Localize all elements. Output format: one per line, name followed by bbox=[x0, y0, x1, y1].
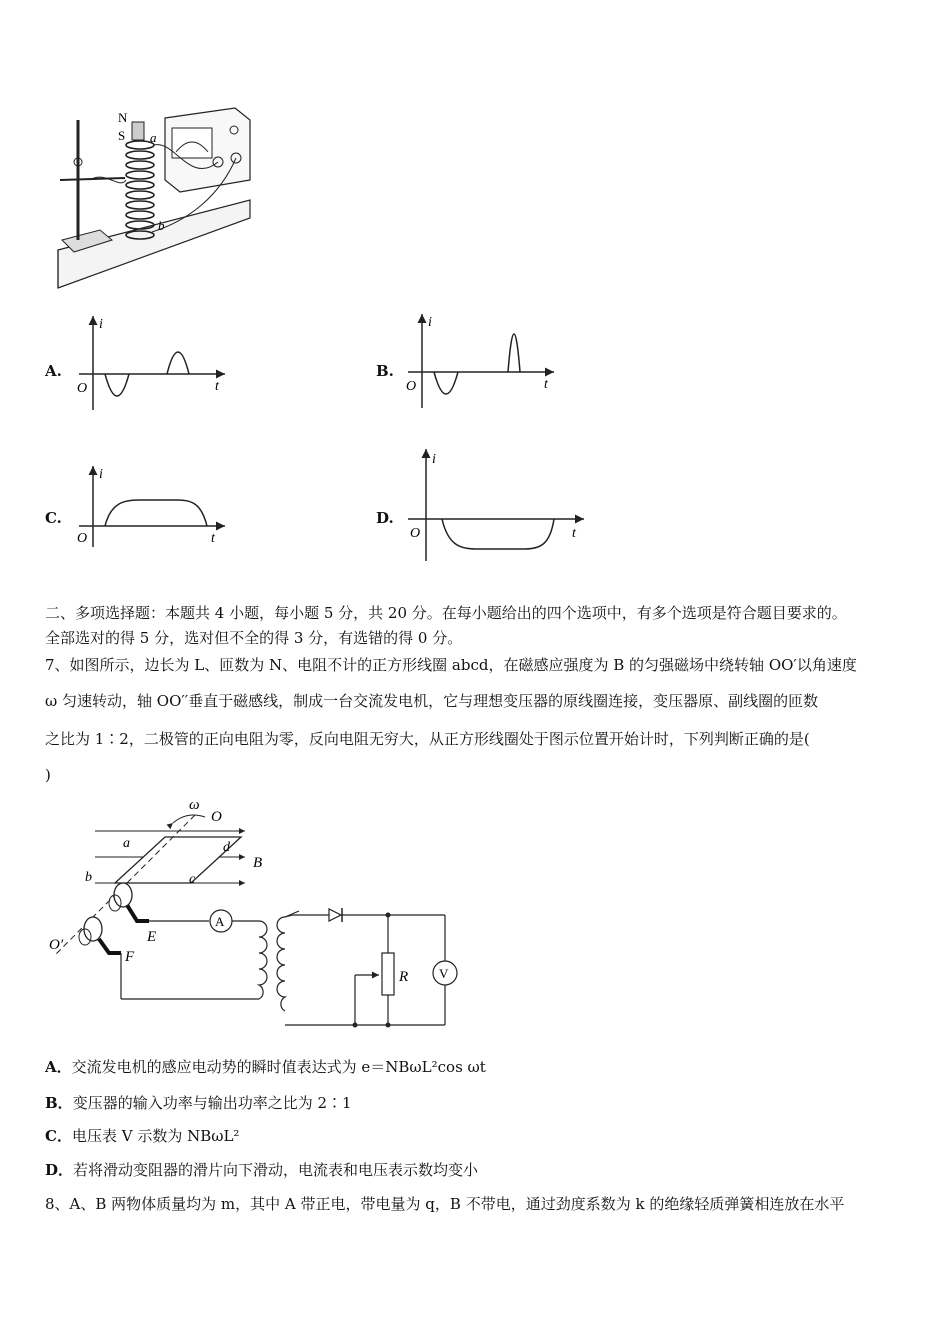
q7-option-c-label: C． bbox=[45, 1127, 72, 1145]
graph-b bbox=[404, 310, 564, 410]
origin-o: O bbox=[410, 526, 421, 541]
q7-line2: ω 匀速转动，轴 OO′′垂直于磁感线，制成一台交流发电机，它与理想变压器的原线圈连接，变压器原、副线圈的匝数 bbox=[45, 692, 819, 710]
label-S: S bbox=[118, 128, 126, 143]
axis-t: t bbox=[572, 526, 576, 541]
graph-a bbox=[75, 312, 235, 412]
axis-i: i bbox=[428, 315, 432, 330]
label-d: d bbox=[223, 840, 230, 855]
q7-option-a-label: A． bbox=[45, 1058, 72, 1076]
label-N: N bbox=[118, 110, 128, 125]
q8-line1: 8、A、B 两物体质量均为 m，其中 A 带正电，带电量为 q，B 不带电，通过劲度系数为 k 的绝缘轻质弹簧相连放在水平 bbox=[45, 1195, 845, 1213]
circuit-figure bbox=[45, 795, 475, 1035]
label-E: E bbox=[147, 929, 157, 945]
origin-o: O bbox=[77, 381, 88, 396]
label-B: B bbox=[253, 855, 263, 871]
label-a: a bbox=[150, 130, 157, 145]
label-F: F bbox=[125, 949, 135, 965]
label-o: O bbox=[211, 809, 222, 825]
resistor-label: R bbox=[399, 969, 409, 985]
axis-i: i bbox=[99, 317, 103, 332]
section2-line1: 二、多项选择题：本题共 4 小题，每小题 5 分，共 20 分。在每小题给出的四个选项中，有多个选项是符合题目要求的。 bbox=[45, 604, 847, 622]
q7-line1: 7、如图所示，边长为 L、匝数为 N、电阻不计的正方形线圈 abcd，在磁感应强度为 B 的匀强磁场中绕转轴 OO′以角速度 bbox=[45, 656, 857, 674]
graph-c bbox=[75, 462, 235, 552]
option-d-label: D. bbox=[376, 509, 394, 527]
q7-option-d bbox=[45, 1159, 478, 1181]
label-omega: ω bbox=[189, 797, 200, 813]
q7-option-c-text: 电压表 V 示数为 NBωL² bbox=[71, 1127, 240, 1145]
q7-option-d-label: D． bbox=[45, 1161, 74, 1179]
label-b: b bbox=[85, 870, 92, 885]
axis-i: i bbox=[432, 452, 436, 467]
axis-t: t bbox=[215, 379, 219, 394]
label-o-prime: O′ bbox=[49, 937, 64, 953]
label-a: a bbox=[123, 836, 130, 851]
option-c-label: C. bbox=[45, 509, 62, 527]
axis-i: i bbox=[99, 467, 103, 482]
axis-t: t bbox=[211, 531, 215, 546]
label-b: b bbox=[158, 218, 165, 233]
q7-option-b-label: B． bbox=[45, 1094, 73, 1112]
q7-option-b-text: 变压器的输入功率与输出功率之比为 2∶1 bbox=[72, 1094, 352, 1112]
ammeter-label: A bbox=[215, 914, 225, 929]
q7-option-c bbox=[45, 1125, 239, 1147]
q7-option-d-text: 若将滑动变阻器的滑片向下滑动，电流表和电压表示数均变小 bbox=[73, 1161, 479, 1179]
axis-t: t bbox=[544, 377, 548, 392]
graph-d bbox=[404, 445, 594, 565]
apparatus-figure bbox=[50, 100, 260, 290]
label-c: c bbox=[189, 872, 196, 887]
section2-line2: 全部选对的得 5 分，选对但不全的得 3 分，有选错的得 0 分。 bbox=[45, 629, 463, 647]
voltmeter-label: V bbox=[439, 966, 449, 981]
origin-o: O bbox=[406, 379, 417, 394]
q7-line4: ) bbox=[45, 766, 51, 784]
q7-option-a bbox=[45, 1056, 486, 1078]
q7-option-a-text: 交流发电机的感应电动势的瞬时值表达式为 e＝NBωL²cos ωt bbox=[71, 1058, 486, 1076]
q7-line3: 之比为 1∶2，二极管的正向电阻为零，反向电阻无穷大，从正方形线圈处于图示位置开始计时，下列判断正确的是( bbox=[45, 730, 810, 748]
option-a-label: A. bbox=[45, 362, 62, 380]
origin-o: O bbox=[77, 531, 88, 546]
option-b-label: B. bbox=[376, 362, 394, 380]
q7-option-b bbox=[45, 1092, 352, 1114]
